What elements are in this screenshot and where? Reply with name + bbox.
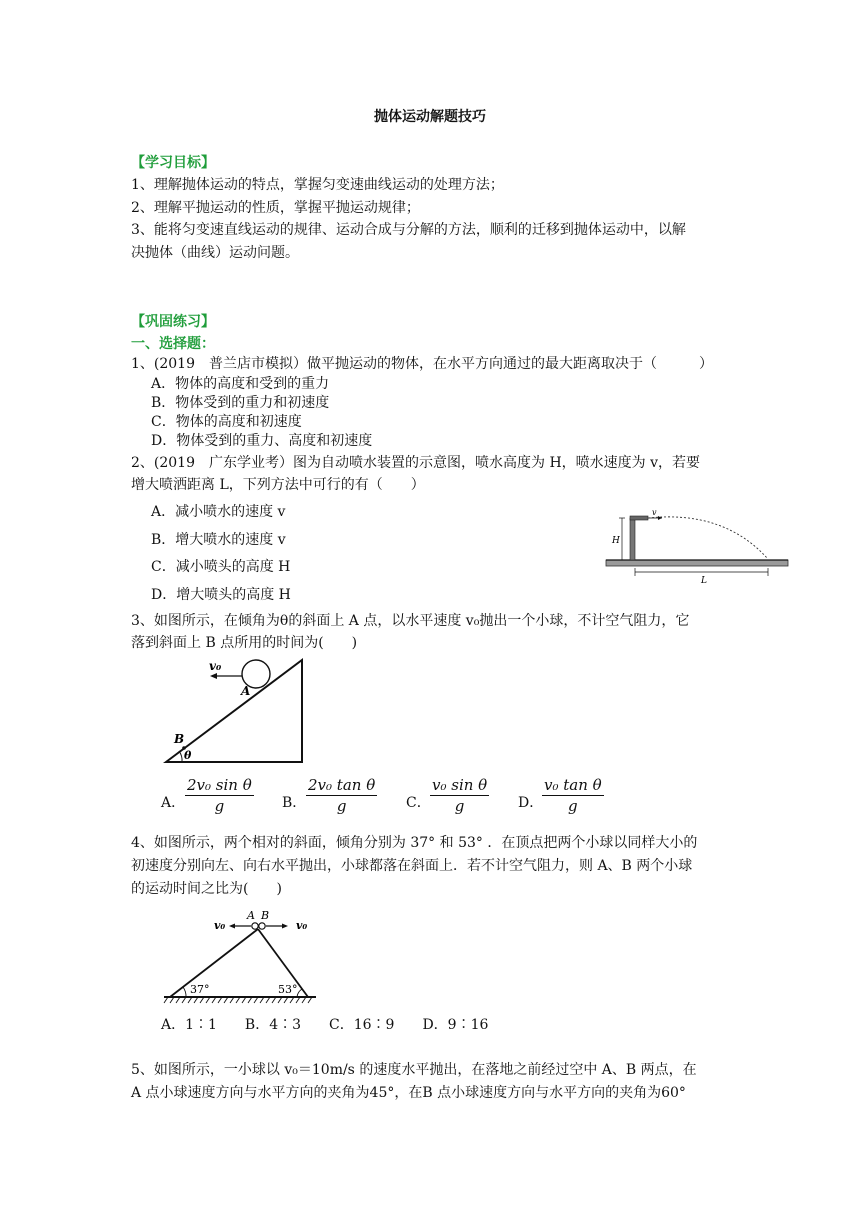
point-b-label: B — [174, 732, 185, 746]
question-1-stem: 1、(2019 普兰店市模拟）做平抛运动的物体，在水平方向通过的最大距离取决于（ ） — [131, 356, 713, 372]
question-1-option-d: D．物体受到的重力、高度和初速度 — [151, 433, 373, 449]
q3-option-b-numerator: 2v₀ tan θ — [308, 776, 376, 794]
angle-53-label: 53° — [278, 983, 298, 996]
q3-option-c-denominator: g — [454, 797, 465, 815]
question-5-stem: 5、如图所示，一小球以 v₀＝10m/s 的速度水平抛出，在落地之前经过空中 A、B 两点，在 — [131, 1062, 697, 1078]
question-2-option-a: A．减小喷水的速度 v — [151, 504, 286, 520]
page-title: 抛体运动解题技巧 — [374, 109, 486, 125]
q3-option-a-label: A． — [161, 795, 186, 811]
q3-option-b-denominator: g — [336, 797, 347, 815]
choice-subheading: 一、选择题： — [131, 336, 215, 352]
q3-option-d-numerator: v₀ tan θ — [544, 776, 602, 794]
objective-item: 2、理解平抛运动的性质，掌握平抛运动规律； — [131, 200, 420, 216]
question-2-option-d: D．增大喷头的高度 H — [151, 587, 291, 603]
height-label: H — [612, 536, 620, 546]
v0-left-label: v₀ — [214, 919, 226, 932]
q3-option-a-denominator: g — [214, 797, 225, 815]
question-2-stem: 2、(2019 广东学业考）图为自动喷水装置的示意图，喷水高度为 H，喷水速度为 v，若要 — [131, 455, 701, 471]
practice-heading: 【巩固练习】 — [131, 314, 215, 330]
double-incline-figure — [160, 905, 320, 1005]
question-1-option-a: A．物体的高度和受到的重力 — [151, 376, 330, 392]
q3-option-c-numerator: v₀ sin θ — [432, 776, 488, 794]
theta-label: θ — [184, 749, 192, 762]
q3-option-a-numerator: 2v₀ sin θ — [187, 776, 252, 794]
question-4-stem-end: 的运动时间之比为( ) — [131, 881, 282, 897]
q3-option-a-formula — [185, 776, 254, 815]
q3-option-d-denominator: g — [568, 797, 578, 815]
angle-37-label: 37° — [190, 983, 210, 996]
q3-option-c-label: C． — [406, 795, 431, 811]
incline-figure — [160, 655, 310, 767]
objective-item: 3、能将匀变速直线运动的规律、运动合成与分解的方法，顺利的迁移到抛体运动中，以解 — [131, 222, 686, 238]
sprinkler-figure — [604, 506, 790, 586]
question-1-option-b: B．物体受到的重力和初速度 — [151, 395, 330, 411]
question-3-stem: 3、如图所示，在倾角为θ的斜面上 A 点，以水平速度 v₀抛出一个小球，不计空气阻力，它 — [131, 613, 690, 629]
objective-item: 决抛体（曲线）运动问题。 — [131, 245, 299, 261]
question-4-stem: 4、如图所示，两个相对的斜面，倾角分别为 37° 和 53° ．在顶点把两个小球以同样大小的 — [131, 835, 698, 851]
v0-right-label: v₀ — [296, 919, 308, 932]
ball-a-label: A — [247, 909, 255, 922]
v0-label: v₀ — [209, 659, 222, 673]
question-3-stem-cont: 落到斜面上 B 点所用的时间为( ) — [131, 635, 358, 651]
q3-option-d-label: D． — [518, 795, 544, 811]
q3-option-b-label: B． — [282, 795, 307, 811]
objectives-heading: 【学习目标】 — [131, 155, 215, 171]
question-1-option-c: C．物体的高度和初速度 — [151, 414, 302, 430]
ball-b-label: B — [261, 909, 270, 922]
question-4-options: A．1∶1 B．4∶3 C．16∶9 D．9∶16 — [161, 1017, 489, 1033]
question-4-stem-cont: 初速度分别向左、向右水平抛出，小球都落在斜面上．若不计空气阻力，则 A、B 两个小球 — [131, 858, 693, 874]
question-2-stem-cont: 增大喷洒距离 L，下列方法中可行的有（ ） — [131, 477, 425, 493]
point-a-label: A — [241, 684, 251, 698]
question-2-option-b: B．增大喷水的速度 v — [151, 532, 286, 548]
q3-option-d-formula — [542, 776, 604, 815]
q3-option-c-formula — [430, 776, 489, 815]
velocity-label: v — [652, 508, 657, 517]
distance-label: L — [701, 576, 707, 586]
question-2-option-c: C．减小喷头的高度 H — [151, 559, 291, 575]
objective-item: 1、理解抛体运动的特点，掌握匀变速曲线运动的处理方法； — [131, 177, 504, 193]
question-5-stem-cont: A 点小球速度方向与水平方向的夹角为45°，在B 点小球速度方向与水平方向的夹角为60° — [131, 1085, 686, 1101]
q3-option-b-formula — [306, 776, 377, 815]
